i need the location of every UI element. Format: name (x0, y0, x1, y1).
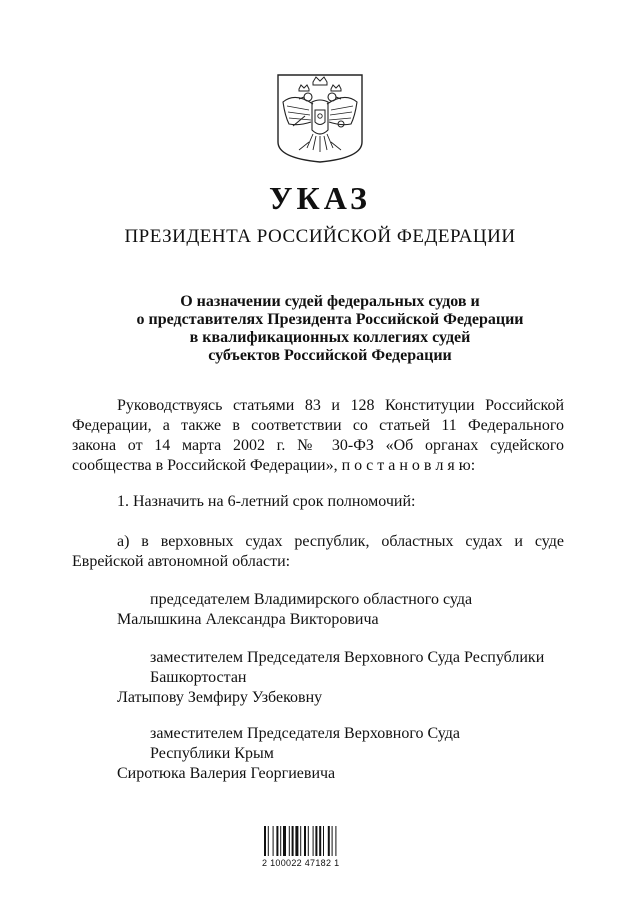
heading-line: о представителях Президента Российской Федерации (136, 311, 524, 328)
entry-position: заместителем Председателя Верховного Суда (150, 725, 460, 742)
document-title: УКАЗ (269, 180, 371, 216)
point-a-line: а) в верховных судах республик, областных судах и суде (117, 533, 564, 550)
entry-position: председателем Владимирского областного суда (150, 591, 473, 608)
heading-line: в квалификационных коллегиях судей (189, 329, 471, 346)
heading-line: О назначении судей федеральных судов и (180, 293, 480, 310)
point-a-line: Еврейской автономной области: (72, 553, 291, 570)
appointment-entry (72, 648, 564, 708)
intro-paragraph (72, 396, 564, 476)
barcode-number: 2 100022 47182 1 (262, 858, 340, 868)
entry-name: Латыпову Земфиру Узбековну (117, 689, 323, 706)
appointment-entry (72, 724, 564, 784)
intro-line: Руководствуясь статьями 83 и 128 Конституции Российской (117, 397, 564, 414)
entry-name: Сиротюка Валерия Георгиевича (117, 765, 336, 782)
entry-position: заместителем Председателя Верховного Суда Республики (150, 649, 545, 666)
entry-name: Малышкина Александра Викторовича (117, 611, 379, 628)
coat-of-arms-icon (275, 72, 365, 164)
appointment-entry (72, 590, 564, 630)
intro-line: сообщества в Российской Федерации», п о с т а н о в л я ю: (72, 457, 476, 474)
document-heading (80, 293, 580, 365)
intro-line: Федерации, а также в соответствии со статьей 11 Федерального (72, 417, 564, 434)
heading-line: субъектов Российской Федерации (208, 347, 452, 364)
point-a (72, 532, 564, 572)
point-1 (72, 492, 564, 512)
entry-position: Башкортостан (150, 669, 247, 686)
intro-line: закона от 14 марта 2002 г. № 30-ФЗ «Об органах судейского (72, 437, 564, 454)
barcode (262, 826, 372, 876)
barcode-icon (264, 826, 356, 856)
point-1-text: 1. Назначить на 6-летний срок полномочий: (117, 493, 416, 510)
document-subtitle: ПРЕЗИДЕНТА РОССИЙСКОЙ ФЕДЕРАЦИИ (124, 226, 516, 247)
entry-position: Республики Крым (150, 745, 274, 762)
